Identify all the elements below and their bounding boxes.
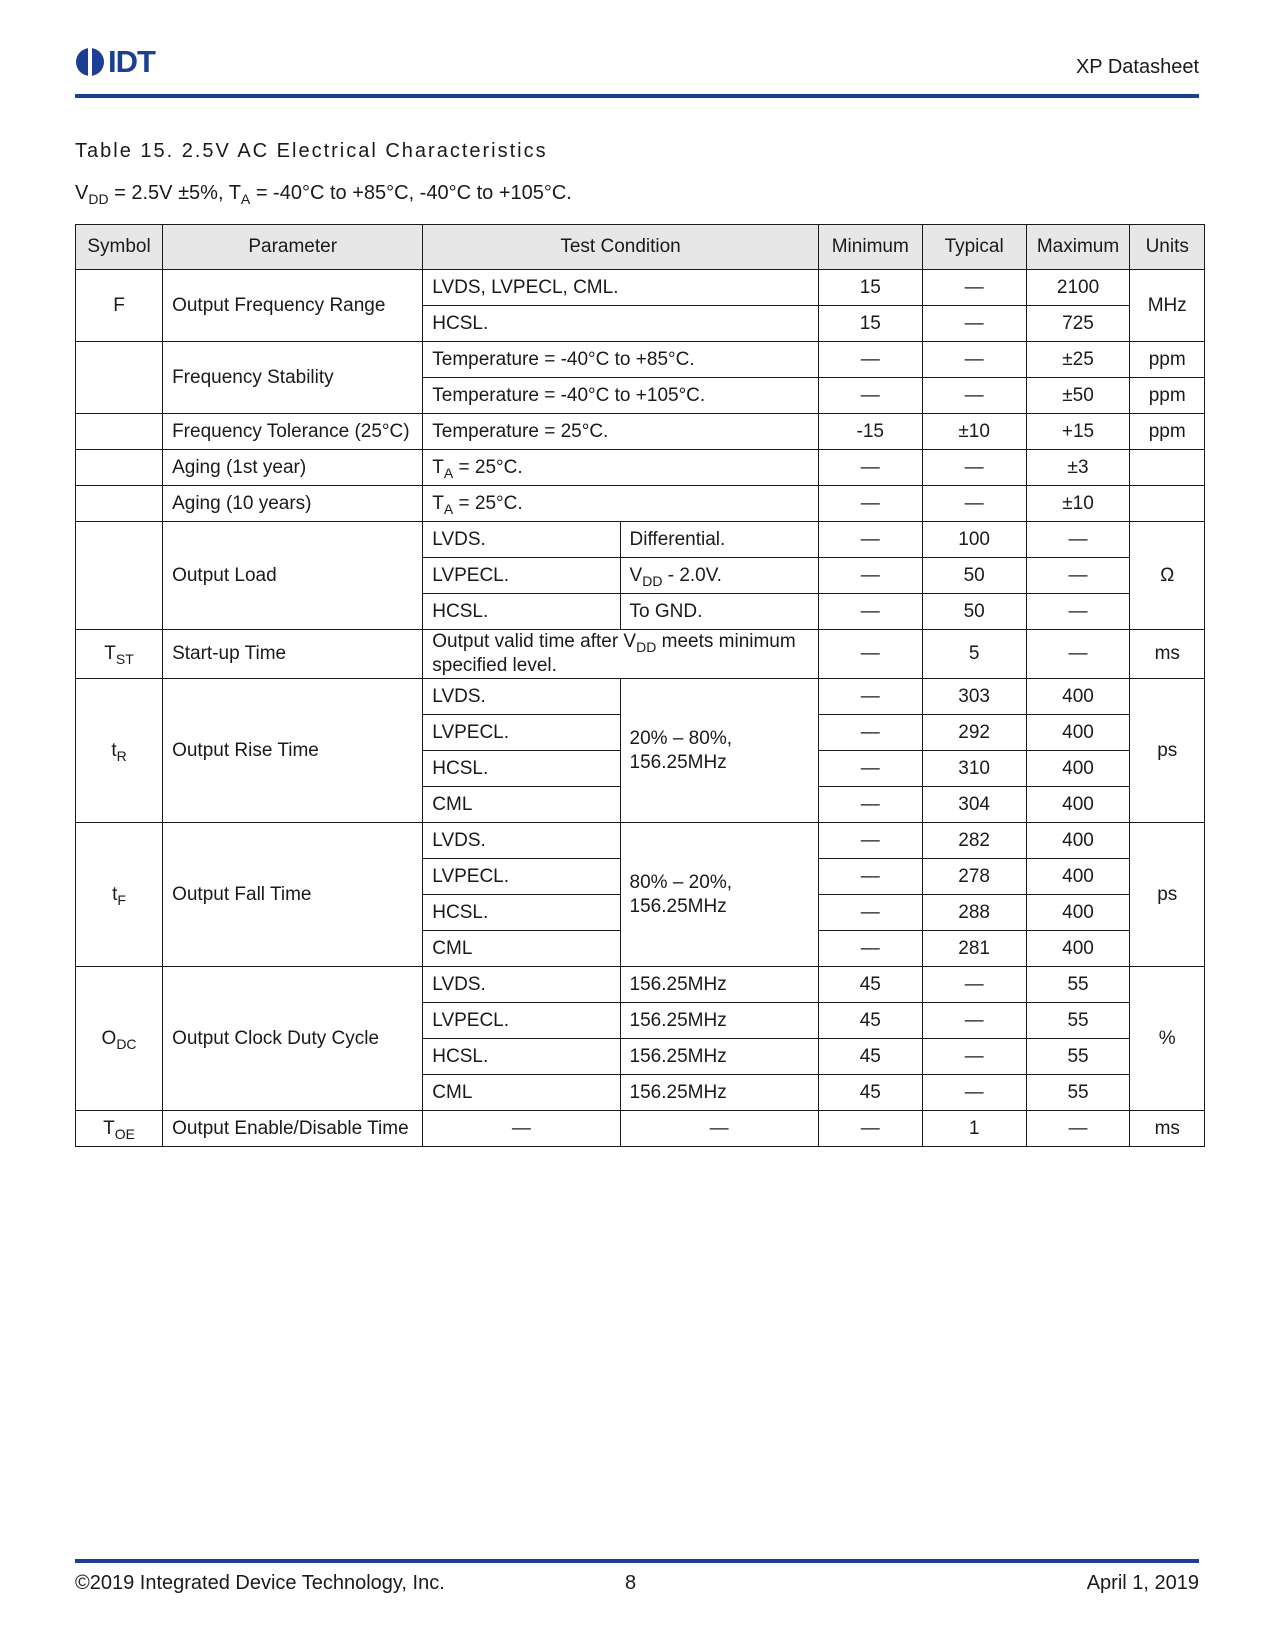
col-typical: Typical [922, 225, 1026, 270]
typ-cell: — [922, 1003, 1026, 1039]
col-test-condition: Test Condition [423, 225, 819, 270]
min-cell: — [818, 895, 922, 931]
units-cell: ppm [1130, 414, 1205, 450]
condition-cell: LVDS, LVPECL, CML. [423, 270, 819, 306]
units-cell: ps [1130, 679, 1205, 823]
min-cell: 45 [818, 1039, 922, 1075]
min-cell: — [818, 751, 922, 787]
table-caption: Table 15. 2.5V AC Electrical Characteristics [75, 140, 548, 162]
condition-cell: 156.25MHz [620, 1075, 818, 1111]
condition-cell: $V_{DD} - 2.0V$. [620, 558, 818, 594]
idt-logo-mark-icon [75, 47, 105, 77]
typ-cell: 281 [922, 931, 1026, 967]
condition-cell: Temperature = -40°C to +85°C. [423, 342, 819, 378]
parameter-cell: Aging (1st year) [163, 450, 423, 486]
min-cell: -15 [818, 414, 922, 450]
max-cell: 400 [1026, 751, 1130, 787]
parameter-cell: Start-up Time [163, 630, 423, 679]
col-units: Units [1130, 225, 1205, 270]
parameter-cell: Output Enable/Disable Time [163, 1111, 423, 1147]
standard-cell: LVDS. [423, 823, 620, 859]
table-header-row [76, 225, 1205, 270]
typ-cell: 5 [922, 630, 1026, 679]
condition-cell: — [620, 1111, 818, 1147]
typ-cell: 50 [922, 594, 1026, 630]
ac-characteristics-table [75, 224, 1205, 1147]
col-symbol: Symbol [76, 225, 163, 270]
units-cell: % [1130, 967, 1205, 1111]
col-minimum: Minimum [818, 225, 922, 270]
table-row [76, 823, 1205, 859]
typ-cell: — [922, 270, 1026, 306]
min-cell: 15 [818, 306, 922, 342]
units-cell: ms [1130, 1111, 1205, 1147]
typ-cell: 303 [922, 679, 1026, 715]
min-cell: — [818, 486, 922, 522]
typ-cell: 310 [922, 751, 1026, 787]
condition-cell: HCSL. [423, 306, 819, 342]
symbol-cell: $t_F$ [76, 823, 163, 967]
condition-cell: 156.25MHz [620, 967, 818, 1003]
footer-page-number: 8 [625, 1572, 637, 1594]
typ-cell: 50 [922, 558, 1026, 594]
typ-cell: 278 [922, 859, 1026, 895]
standard-cell: CML [423, 787, 620, 823]
standard-cell: LVDS. [423, 679, 620, 715]
logo-text: IDT [108, 44, 155, 79]
col-parameter: Parameter [163, 225, 423, 270]
parameter-cell: Output Rise Time [163, 679, 423, 823]
standard-cell: LVPECL. [423, 1003, 620, 1039]
min-cell: — [818, 823, 922, 859]
max-cell: — [1026, 594, 1130, 630]
max-cell: ±50 [1026, 378, 1130, 414]
standard-cell: LVDS. [423, 522, 620, 558]
table-row [76, 1111, 1205, 1147]
standard-cell: LVPECL. [423, 859, 620, 895]
min-cell: 45 [818, 967, 922, 1003]
min-cell: — [818, 378, 922, 414]
table-row [76, 630, 1205, 679]
condition-cell: $T_A = 25^\circ C$. [423, 450, 819, 486]
typ-cell: — [922, 306, 1026, 342]
max-cell: — [1026, 522, 1130, 558]
table-row [76, 270, 1205, 306]
condition-cell: Temperature = 25°C. [423, 414, 819, 450]
parameter-cell: Output Clock Duty Cycle [163, 967, 423, 1111]
typ-cell: 100 [922, 522, 1026, 558]
symbol-cell [76, 522, 163, 630]
typ-cell: 292 [922, 715, 1026, 751]
min-cell: — [818, 522, 922, 558]
symbol-cell [76, 342, 163, 414]
typ-cell: 304 [922, 787, 1026, 823]
typ-cell: ±10 [922, 414, 1026, 450]
min-cell: 45 [818, 1003, 922, 1039]
typ-cell: — [922, 486, 1026, 522]
footer-date: April 1, 2019 [1086, 1572, 1199, 1594]
max-cell: 725 [1026, 306, 1130, 342]
min-cell: — [818, 715, 922, 751]
condition-cell: 80% – 20%, 156.25MHz [620, 823, 818, 967]
min-cell: — [818, 594, 922, 630]
footer-copyright: ©2019 Integrated Device Technology, Inc. [75, 1572, 445, 1594]
table-row [76, 679, 1205, 715]
typ-cell: — [922, 450, 1026, 486]
min-cell: 15 [818, 270, 922, 306]
units-cell: ps [1130, 823, 1205, 967]
table-row [76, 450, 1205, 486]
condition-cell: Differential. [620, 522, 818, 558]
max-cell: 400 [1026, 895, 1130, 931]
units-cell: ppm [1130, 342, 1205, 378]
typ-cell: — [922, 1075, 1026, 1111]
min-cell: — [818, 342, 922, 378]
min-cell: — [818, 558, 922, 594]
symbol-cell [76, 450, 163, 486]
min-cell: — [818, 630, 922, 679]
max-cell: 55 [1026, 967, 1130, 1003]
standard-cell: HCSL. [423, 751, 620, 787]
max-cell: 400 [1026, 859, 1130, 895]
min-cell: — [818, 1111, 922, 1147]
min-cell: — [818, 787, 922, 823]
typ-cell: — [922, 378, 1026, 414]
standard-cell: CML [423, 931, 620, 967]
table-conditions: $V_{DD} = 2.5V \pm 5\%$, $T_A = -40^\circ C$ to +85°C, -40°C to +105°C. [75, 182, 572, 207]
condition-cell: $T_A = 25^\circ C$. [423, 486, 819, 522]
parameter-cell: Aging (10 years) [163, 486, 423, 522]
standard-cell: LVPECL. [423, 715, 620, 751]
min-cell: — [818, 679, 922, 715]
condition-cell: To GND. [620, 594, 818, 630]
max-cell: 400 [1026, 679, 1130, 715]
max-cell: 400 [1026, 715, 1130, 751]
table-row [76, 486, 1205, 522]
max-cell: 55 [1026, 1075, 1130, 1111]
min-cell: — [818, 450, 922, 486]
min-cell: — [818, 859, 922, 895]
symbol-cell [76, 414, 163, 450]
standard-cell: LVPECL. [423, 558, 620, 594]
min-cell: — [818, 931, 922, 967]
max-cell: 400 [1026, 787, 1130, 823]
units-cell [1130, 450, 1205, 486]
parameter-cell: Output Fall Time [163, 823, 423, 967]
doc-title: XP Datasheet [1075, 56, 1199, 78]
units-cell: Ω [1130, 522, 1205, 630]
condition-cell: Output valid time after $V_{DD}$ meets minimum specified level. [423, 630, 819, 679]
condition-cell: Temperature = -40°C to +105°C. [423, 378, 819, 414]
max-cell: +15 [1026, 414, 1130, 450]
standard-cell: — [423, 1111, 620, 1147]
parameter-cell: Frequency Stability [163, 342, 423, 414]
parameter-cell: Frequency Tolerance (25°C) [163, 414, 423, 450]
col-maximum: Maximum [1026, 225, 1130, 270]
max-cell: 400 [1026, 823, 1130, 859]
standard-cell: LVDS. [423, 967, 620, 1003]
max-cell: 55 [1026, 1003, 1130, 1039]
condition-cell: 20% – 80%, 156.25MHz [620, 679, 818, 823]
standard-cell: CML [423, 1075, 620, 1111]
max-cell: 2100 [1026, 270, 1130, 306]
condition-cell: 156.25MHz [620, 1003, 818, 1039]
typ-cell: 1 [922, 1111, 1026, 1147]
symbol-cell: $T_{ST}$ [76, 630, 163, 679]
standard-cell: HCSL. [423, 895, 620, 931]
units-cell: ppm [1130, 378, 1205, 414]
table-row [76, 967, 1205, 1003]
table-row [76, 414, 1205, 450]
max-cell: — [1026, 630, 1130, 679]
max-cell: — [1026, 1111, 1130, 1147]
min-cell: 45 [818, 1075, 922, 1111]
typ-cell: 288 [922, 895, 1026, 931]
standard-cell: HCSL. [423, 1039, 620, 1075]
units-cell: MHz [1130, 270, 1205, 342]
max-cell: ±10 [1026, 486, 1130, 522]
symbol-cell: F [76, 270, 163, 342]
max-cell: — [1026, 558, 1130, 594]
max-cell: ±25 [1026, 342, 1130, 378]
idt-logo [75, 46, 155, 77]
condition-cell: 156.25MHz [620, 1039, 818, 1075]
table-row [76, 342, 1205, 378]
symbol-cell: $t_R$ [76, 679, 163, 823]
typ-cell: — [922, 342, 1026, 378]
header-divider [75, 94, 1199, 98]
typ-cell: — [922, 967, 1026, 1003]
max-cell: ±3 [1026, 450, 1130, 486]
typ-cell: 282 [922, 823, 1026, 859]
footer-divider [75, 1559, 1199, 1563]
max-cell: 55 [1026, 1039, 1130, 1075]
symbol-cell [76, 486, 163, 522]
standard-cell: HCSL. [423, 594, 620, 630]
typ-cell: — [922, 1039, 1026, 1075]
symbol-cell: $T_{OE}$ [76, 1111, 163, 1147]
units-cell: ms [1130, 630, 1205, 679]
units-cell [1130, 486, 1205, 522]
parameter-cell: Output Load [163, 522, 423, 630]
parameter-cell: Output Frequency Range [163, 270, 423, 342]
table-row [76, 522, 1205, 558]
symbol-cell: $O_{DC}$ [76, 967, 163, 1111]
max-cell: 400 [1026, 931, 1130, 967]
